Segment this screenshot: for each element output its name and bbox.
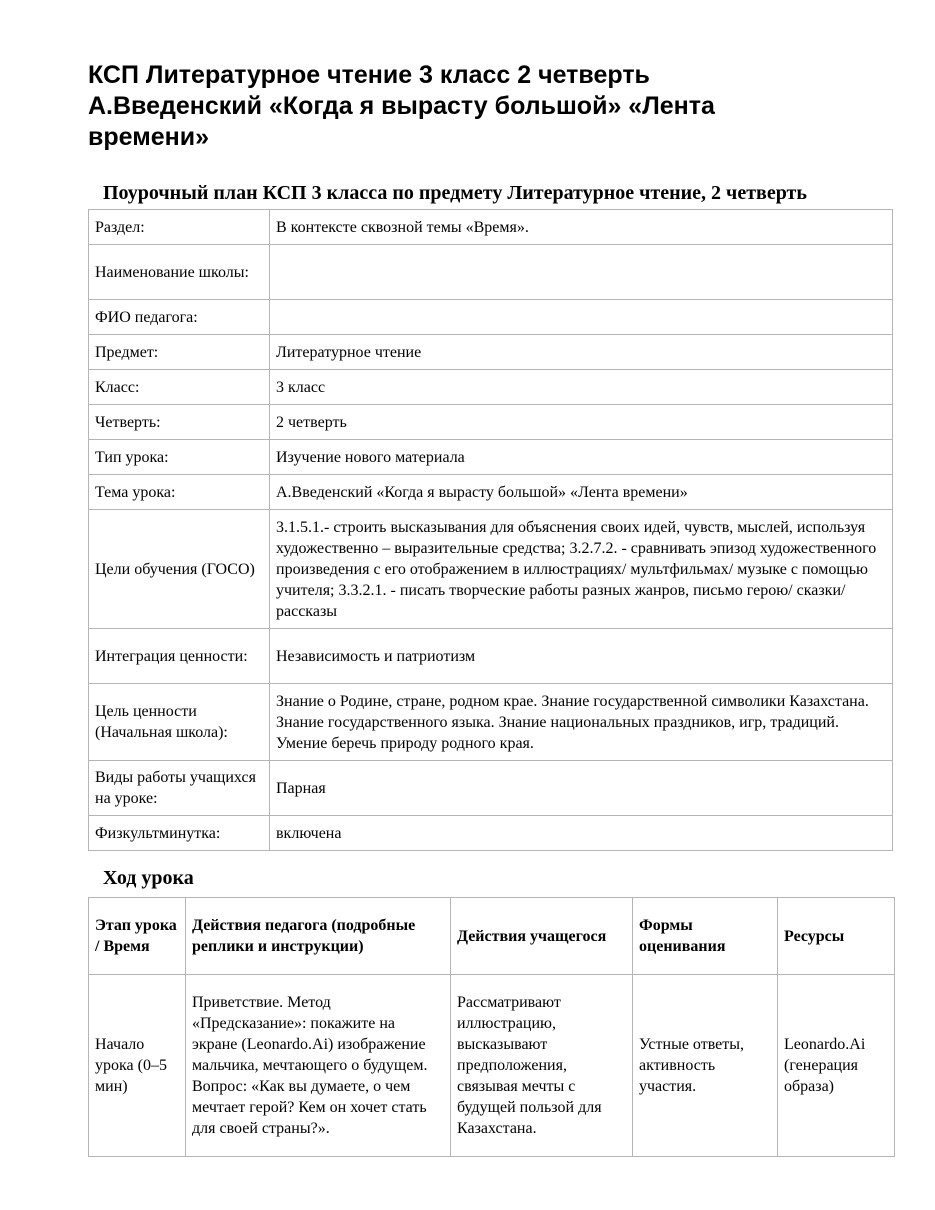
column-header-assessment: Формы оценивания — [633, 898, 778, 975]
info-value: включена — [270, 816, 893, 851]
info-row-lesson-topic — [89, 475, 893, 510]
cell-teacher-actions: Приветствие. Метод «Предсказание»: покажите на экране (Leonardo.Ai) изображение мальчика, мечтающего о будущем. Вопрос: «Как вы думаете, о чем мечтает герой? Кем он хочет стать для своей страны?». — [186, 975, 451, 1157]
info-value: Изучение нового материала — [270, 440, 893, 475]
document-page — [88, 0, 893, 1157]
info-value: Знание о Родине, стране, родном крае. Знание государственной символики Казахстана. Знание государственного языка. Знание национальных праздников, игр, традиций. Умение беречь природу родного края. — [270, 684, 893, 761]
document-title — [88, 60, 893, 153]
info-row-exercise-break — [89, 816, 893, 851]
info-value: А.Введенский «Когда я вырасту большой» «Лента времени» — [270, 475, 893, 510]
info-label: Интеграция ценности: — [89, 629, 270, 684]
info-label: Виды работы учащихся на уроке: — [89, 761, 270, 816]
info-row-section — [89, 210, 893, 245]
column-header-teacher-actions: Действия педагога (подробные реплики и инструкции) — [186, 898, 451, 975]
column-header-stage: Этап урока / Время — [89, 898, 186, 975]
info-value: Парная — [270, 761, 893, 816]
info-value: 3 класс — [270, 370, 893, 405]
info-value: Независимость и патриотизм — [270, 629, 893, 684]
column-header-resources: Ресурсы — [778, 898, 895, 975]
info-value: 2 четверть — [270, 405, 893, 440]
info-row-values-integration — [89, 629, 893, 684]
title-line-2: А.Введенский «Когда я вырасту большой» «Лента — [88, 92, 715, 120]
lesson-progress-table — [88, 897, 895, 1157]
info-label: Тема урока: — [89, 475, 270, 510]
info-row-work-types — [89, 761, 893, 816]
info-label: Раздел: — [89, 210, 270, 245]
lesson-info-table — [88, 209, 893, 851]
info-value: В контексте сквозной темы «Время». — [270, 210, 893, 245]
column-header-student-actions: Действия учащегося — [451, 898, 633, 975]
lesson-progress-heading: Ход урока — [103, 867, 194, 889]
lesson-table-header-row — [89, 898, 895, 975]
info-row-teacher — [89, 300, 893, 335]
cell-assessment: Устные ответы, активность участия. — [633, 975, 778, 1157]
plan-heading: Поурочный план КСП 3 класса по предмету Литературное чтение, 2 четверть — [103, 182, 807, 204]
cell-student-actions: Рассматривают иллюстрацию, высказывают предположения, связывая мечты с будущей пользой для Казахстана. — [451, 975, 633, 1157]
info-row-values-goal — [89, 684, 893, 761]
info-value: 3.1.5.1.- строить высказывания для объяснения своих идей, чувств, мыслей, используя художественно – выразительные средства; 3.2.7.2. - сравнивать эпизод художественного произведения с его отображением в иллюстрациях/ мультфильмах/ музыке с помощью учителя; 3.3.2.1. - писать творческие работы разных жанров, письмо герою/ сказки/ рассказы — [270, 510, 893, 629]
info-row-grade — [89, 370, 893, 405]
info-label: Цели обучения (ГОСО) — [89, 510, 270, 629]
cell-resources: Leonardo.Ai (генерация образа) — [778, 975, 895, 1157]
info-value: Литературное чтение — [270, 335, 893, 370]
info-label: ФИО педагога: — [89, 300, 270, 335]
info-label: Четверть: — [89, 405, 270, 440]
info-label: Предмет: — [89, 335, 270, 370]
info-row-learning-goals — [89, 510, 893, 629]
info-row-subject — [89, 335, 893, 370]
info-label: Наименование школы: — [89, 245, 270, 300]
info-value — [270, 300, 893, 335]
info-label: Тип урока: — [89, 440, 270, 475]
table-row — [89, 975, 895, 1157]
info-label: Класс: — [89, 370, 270, 405]
cell-stage: Начало урока (0–5 мин) — [89, 975, 186, 1157]
title-line-3: времени» — [88, 123, 209, 151]
info-row-quarter — [89, 405, 893, 440]
title-line-1: КСП Литературное чтение 3 класс 2 четверть — [88, 61, 650, 89]
info-value — [270, 245, 893, 300]
info-label: Физкультминутка: — [89, 816, 270, 851]
info-row-lesson-type — [89, 440, 893, 475]
info-row-school — [89, 245, 893, 300]
info-label: Цель ценности (Начальная школа): — [89, 684, 270, 761]
